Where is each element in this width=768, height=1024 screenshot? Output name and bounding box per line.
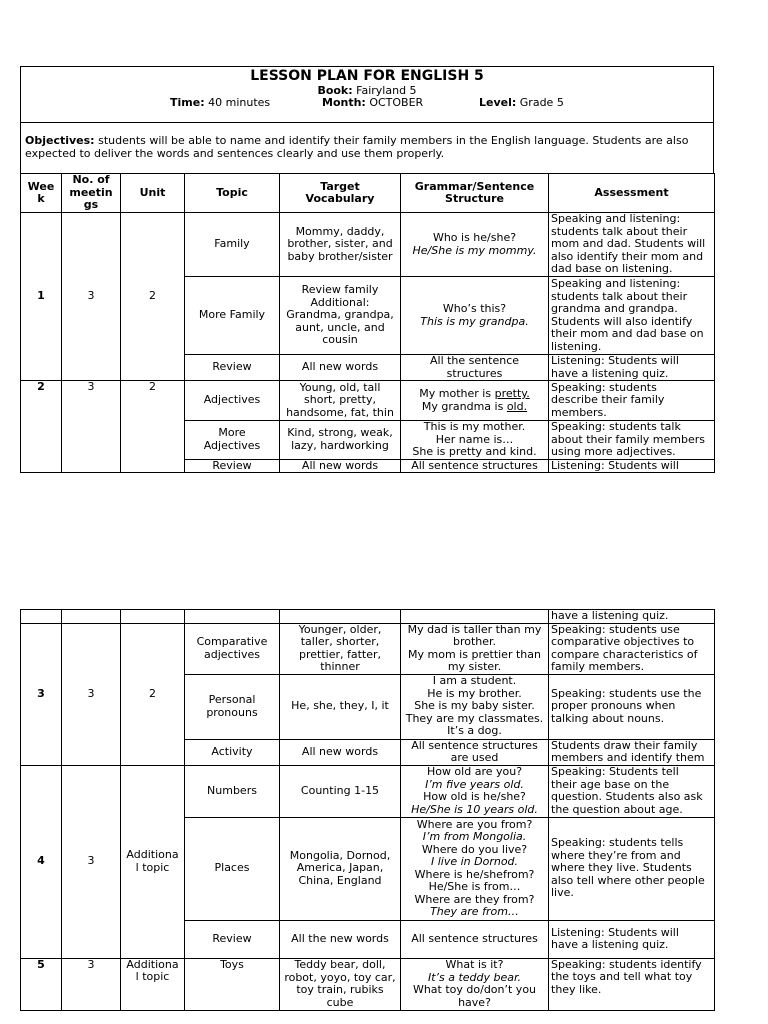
cell-line: their mom and dad base on: [551, 327, 704, 340]
sentence-line: How old is he/she?: [423, 790, 526, 803]
sentence-line: All the sentence: [429, 354, 520, 367]
cell-line: thinner: [320, 660, 360, 673]
table-row: [21, 623, 715, 674]
cell-line: using more adjectives.: [551, 445, 676, 458]
cell-line: Speaking and listening:: [551, 212, 681, 226]
cell-line: Comparative: [196, 635, 268, 648]
sentence-line: My dad is taller than my: [407, 623, 542, 636]
sentence-line: He/She is from…: [428, 880, 521, 893]
vocabulary-cell: [280, 277, 401, 355]
cell-line: Speaking: students use: [551, 623, 680, 636]
cell-line: the question about age.: [551, 802, 683, 816]
cell-line: Personal: [208, 693, 256, 706]
cell-line: Additiona: [126, 958, 179, 971]
meetings-cell: 3: [62, 213, 121, 381]
meetings-cell: 3: [62, 765, 121, 958]
column-header-unit: Unit: [121, 174, 185, 213]
cell-line: All new words: [301, 360, 379, 374]
vocabulary-cell: [280, 355, 401, 381]
cell-line: Speaking and listening:: [551, 277, 681, 290]
cell-line: Review family: [301, 283, 379, 297]
grammar-cell: [401, 355, 549, 381]
cell-line: Review: [212, 931, 252, 945]
cell-line: Numbers: [207, 783, 257, 797]
cell-line: where they’re from and: [551, 848, 681, 862]
week-cell: 4: [21, 765, 62, 958]
cell-line: Additiona: [126, 848, 179, 861]
assessment-cell: [549, 355, 715, 381]
sentence-line: are used: [450, 751, 499, 764]
grammar-cell: [401, 213, 549, 277]
level-info: Level: Grade 5: [479, 96, 564, 109]
cell-line: members and identify them: [551, 751, 705, 764]
assessment-cell: [549, 277, 715, 355]
grammar-cell: [401, 765, 549, 817]
cell-line: about their family members: [551, 432, 706, 446]
vocabulary-cell: [280, 674, 401, 739]
column-header-vocabulary: Target Vocabulary: [280, 174, 401, 213]
sentence-line: It’s a teddy bear.: [427, 970, 522, 984]
sentence-line: Where are they from?: [414, 892, 535, 906]
objectives-label: Objectives:: [25, 134, 95, 147]
assessment-cell: [549, 459, 715, 473]
cell-line: Teddy bear, doll,: [294, 958, 386, 971]
sentence-line: They are from…: [430, 905, 519, 918]
cell-line: robot, yoyo, toy car,: [284, 970, 396, 984]
grammar-cell: [401, 277, 549, 355]
cell-line: baby brother/sister: [287, 249, 393, 263]
cell-line: live.: [551, 886, 574, 900]
cell-line: Family: [214, 237, 250, 251]
table-row: [21, 958, 715, 1010]
objectives-box: [20, 122, 714, 174]
vocabulary-cell: [280, 459, 401, 473]
cell-line: All the new words: [291, 931, 389, 945]
cell-line: Places: [214, 861, 250, 875]
underlined-word: old.: [506, 399, 528, 413]
cell-line: Speaking: students identify: [551, 958, 702, 971]
sentence-line: It’s a dog.: [447, 724, 502, 738]
page-title: LESSON PLAN FOR ENGLISH 5: [250, 68, 484, 84]
cell-line: where they live. Students: [551, 861, 692, 875]
grammar-cell: [401, 674, 549, 739]
grammar-cell: [401, 381, 549, 421]
cell-line: dad base on listening.: [551, 262, 673, 276]
cell-line: question. Students also ask: [551, 790, 703, 803]
assessment-cell: [549, 674, 715, 739]
topic-cell: [185, 421, 280, 460]
grammar-cell: [401, 958, 549, 1010]
assessment-cell: [549, 421, 715, 460]
cell-line: Young, old, tall: [299, 380, 381, 394]
topic-cell: [185, 459, 280, 473]
cell-line: l topic: [135, 970, 170, 983]
cell-line: describe their family: [551, 393, 665, 407]
cell-line: talking about nouns.: [551, 711, 665, 725]
cell-line: Mommy, daddy,: [295, 224, 385, 238]
topic-cell: [185, 920, 280, 958]
sentence-line: How old are you?: [426, 765, 523, 778]
underlined-word: pretty.: [494, 387, 530, 400]
cell-line: cousin: [322, 333, 358, 347]
meetings-cell: 3: [62, 381, 121, 473]
cell-line: the toys and tell what toy: [551, 970, 693, 983]
topic-cell: [185, 958, 280, 1010]
topic-cell: [185, 674, 280, 739]
sentence-line: All sentence structures: [411, 459, 538, 472]
cell-line: More Family: [198, 308, 266, 322]
sentence-line: This is my mother.: [423, 420, 526, 433]
lesson-plan-header: [20, 66, 714, 123]
sentence-line: Who’s this?: [442, 302, 507, 315]
cell-line: America, Japan,: [296, 861, 384, 875]
topic-cell: [185, 817, 280, 920]
sentence-line: She is pretty and kind.: [412, 445, 537, 458]
sentence-line: I’m from Mongolia.: [422, 830, 527, 843]
week-cell: 5: [21, 958, 62, 1010]
cell-line: Toys: [220, 958, 244, 971]
assessment-cell: [549, 817, 715, 920]
sentence-line: All sentence structures: [411, 739, 538, 752]
sentence-line: have?: [458, 995, 491, 1009]
sentence-line: I am a student.: [432, 674, 517, 688]
sentence-line: brother.: [452, 635, 497, 648]
cell-line: Counting 1-15: [300, 783, 380, 797]
lesson-table-page-2: [20, 609, 715, 1011]
sentence-line: My mom is prettier than: [408, 647, 541, 661]
time-info: Time: 40 minutes: [170, 96, 271, 109]
cell-line: family members.: [551, 660, 645, 673]
objectives-text: students will be able to name and identify their family members in the English language. Students are also expected to deliver the words and sentences clearly and use them properly.: [25, 134, 689, 160]
topic-cell: [185, 213, 280, 277]
topic-cell: [185, 355, 280, 381]
cell-line: mom and dad. Students will: [551, 237, 706, 251]
sentence-line: I’m five years old.: [425, 777, 524, 791]
cell-line: pronouns: [206, 705, 258, 719]
cell-line: they like.: [551, 982, 602, 996]
sentence-line: This is my grandpa.: [420, 314, 529, 328]
unit-cell: 2: [121, 213, 185, 381]
topic-cell: [185, 277, 280, 355]
vocabulary-cell: [280, 765, 401, 817]
sentence-line: I live in Dornod.: [430, 855, 519, 868]
cell-line: listening.: [551, 339, 602, 353]
cell-line: Students draw their family: [551, 739, 698, 752]
table-header-row: [21, 174, 715, 213]
sentence-line: Where is he/shefrom?: [414, 867, 535, 881]
sentence-line: What toy do/don’t you: [412, 983, 537, 996]
vocabulary-cell: [280, 381, 401, 421]
cell-line: Review: [212, 360, 252, 374]
cell-line: Speaking: students talk: [551, 420, 681, 433]
cell-line: Listening: Students will: [551, 925, 679, 939]
assessment-cell: [549, 381, 715, 421]
cell-line: members.: [551, 405, 607, 419]
unit-cell: [121, 958, 185, 1010]
cell-line: adjectives: [204, 647, 260, 661]
cell-line: More: [218, 426, 246, 440]
week-cell: 1: [21, 213, 62, 381]
grammar-cell: [401, 459, 549, 473]
cell-line: prettier, fatter,: [298, 647, 382, 661]
topic-cell: [185, 623, 280, 674]
cell-line: compare characteristics of: [551, 647, 698, 661]
assessment-cell: [549, 623, 715, 674]
sentence-line: My grandma is old.: [421, 399, 528, 413]
sentence-line: Where do you live?: [421, 842, 528, 856]
cell-line: Speaking: Students tell: [551, 765, 679, 778]
cell-line: Mongolia, Dornod,: [289, 848, 391, 862]
sentence-line: He is my brother.: [427, 686, 522, 700]
grammar-cell: [401, 623, 549, 674]
meetings-cell: 3: [62, 623, 121, 765]
week-cell: 2: [21, 381, 62, 473]
cell-line: taller, shorter,: [300, 635, 380, 648]
vocabulary-cell: [280, 623, 401, 674]
cell-line: have a listening quiz.: [551, 938, 669, 951]
grammar-cell: [401, 421, 549, 460]
column-header-meetings: No. of meetin gs: [62, 174, 121, 213]
month-info: Month: OCTOBER: [322, 96, 424, 109]
table-row: [21, 381, 715, 421]
cell-line: Younger, older,: [298, 623, 382, 636]
cell-line: toy train, rubiks: [296, 983, 384, 996]
column-header-topic: Topic: [185, 174, 280, 213]
cell-line: He, she, they, I, it: [291, 699, 389, 713]
cell-line: Listening: Students will: [551, 354, 679, 367]
cell-line: Speaking: students: [551, 380, 657, 394]
sentence-line: Her name is…: [435, 432, 514, 446]
topic-cell: [185, 739, 280, 765]
cell-line: have a listening quiz.: [551, 366, 669, 380]
cell-line: Speaking: students use the: [551, 686, 702, 700]
cell-line: their age base on the: [551, 777, 670, 791]
cell-line: Grandma, grandpa,: [286, 308, 394, 322]
assessment-cell: have a listening quiz.: [549, 610, 715, 624]
vocabulary-cell: [280, 920, 401, 958]
cell-line: Review: [212, 459, 252, 472]
unit-cell: 2: [121, 381, 185, 473]
cell-line: cube: [326, 995, 354, 1009]
unit-cell: [121, 765, 185, 958]
sentence-line: They are my classmates.: [405, 711, 544, 725]
sentence-line: My mother is pretty.: [419, 387, 530, 400]
cell-line: Kind, strong, weak,: [287, 426, 393, 440]
cell-line: Adjectives: [203, 438, 261, 452]
vocabulary-cell: [280, 958, 401, 1010]
sentence-line: Who is he/she?: [432, 231, 517, 244]
vocabulary-cell: [280, 213, 401, 277]
cell-line: students talk about their: [551, 224, 688, 238]
grammar-cell: [401, 920, 549, 958]
cell-line: grandma and grandpa.: [551, 302, 678, 315]
cell-line: Additional:: [310, 295, 370, 309]
column-header-assessment: Assessment: [549, 174, 715, 213]
table-row: [21, 765, 715, 817]
column-header-week: Wee k: [21, 174, 62, 213]
grammar-cell: [401, 817, 549, 920]
vocabulary-cell: [280, 739, 401, 765]
sentence-line: He/She is my mommy.: [412, 243, 537, 257]
cell-line: brother, sister, and: [287, 237, 393, 251]
sentence-line: structures: [446, 366, 503, 380]
vocabulary-cell: [280, 421, 401, 460]
cell-line: All new words: [301, 744, 379, 758]
cell-line: China, England: [298, 873, 382, 887]
topic-cell: [185, 381, 280, 421]
sentence-line: She is my baby sister.: [414, 699, 535, 713]
cell-line: comparative objectives to: [551, 635, 695, 648]
sentence-line: All sentence structures: [411, 931, 538, 945]
cell-line: proper pronouns when: [551, 699, 676, 713]
week-cell: 3: [21, 623, 62, 765]
unit-cell: 2: [121, 623, 185, 765]
sentence-line: Where are you from?: [416, 817, 533, 831]
sentence-line: What is it?: [445, 958, 504, 971]
sentence-line: He/She is 10 years old.: [411, 802, 538, 816]
cell-line: short, pretty,: [304, 393, 376, 407]
vocabulary-cell: [280, 817, 401, 920]
meetings-cell: 3: [62, 958, 121, 1010]
cell-line: aunt, uncle, and: [295, 320, 385, 334]
lesson-table-page-1: [20, 173, 715, 473]
cell-line: Speaking: students tells: [551, 836, 684, 850]
cell-line: handsome, fat, thin: [286, 405, 394, 419]
assessment-cell: [549, 765, 715, 817]
cell-line: lazy, hardworking: [291, 438, 389, 452]
cell-line: Students will also identify: [551, 314, 693, 328]
cell-line: also tell where other people: [551, 873, 705, 887]
cell-line: All new words: [301, 459, 379, 472]
assessment-cell: [549, 920, 715, 958]
topic-cell: [185, 765, 280, 817]
assessment-cell: [549, 958, 715, 1010]
table-row: [21, 213, 715, 277]
cell-line: l topic: [135, 860, 170, 874]
cell-line: Activity: [211, 744, 253, 758]
assessment-cell: [549, 213, 715, 277]
assessment-cell: [549, 739, 715, 765]
column-header-grammar: Grammar/Sentence Structure: [401, 174, 549, 213]
grammar-cell: [401, 739, 549, 765]
table-row: [21, 610, 715, 624]
sentence-line: my sister.: [447, 660, 502, 673]
cell-line: Listening: Students will: [551, 459, 679, 472]
cell-line: students talk about their: [551, 289, 688, 303]
book-info: Book: Fairyland 5: [317, 84, 417, 97]
cell-line: Adjectives: [203, 393, 261, 407]
cell-line: also identify their mom and: [551, 249, 704, 263]
